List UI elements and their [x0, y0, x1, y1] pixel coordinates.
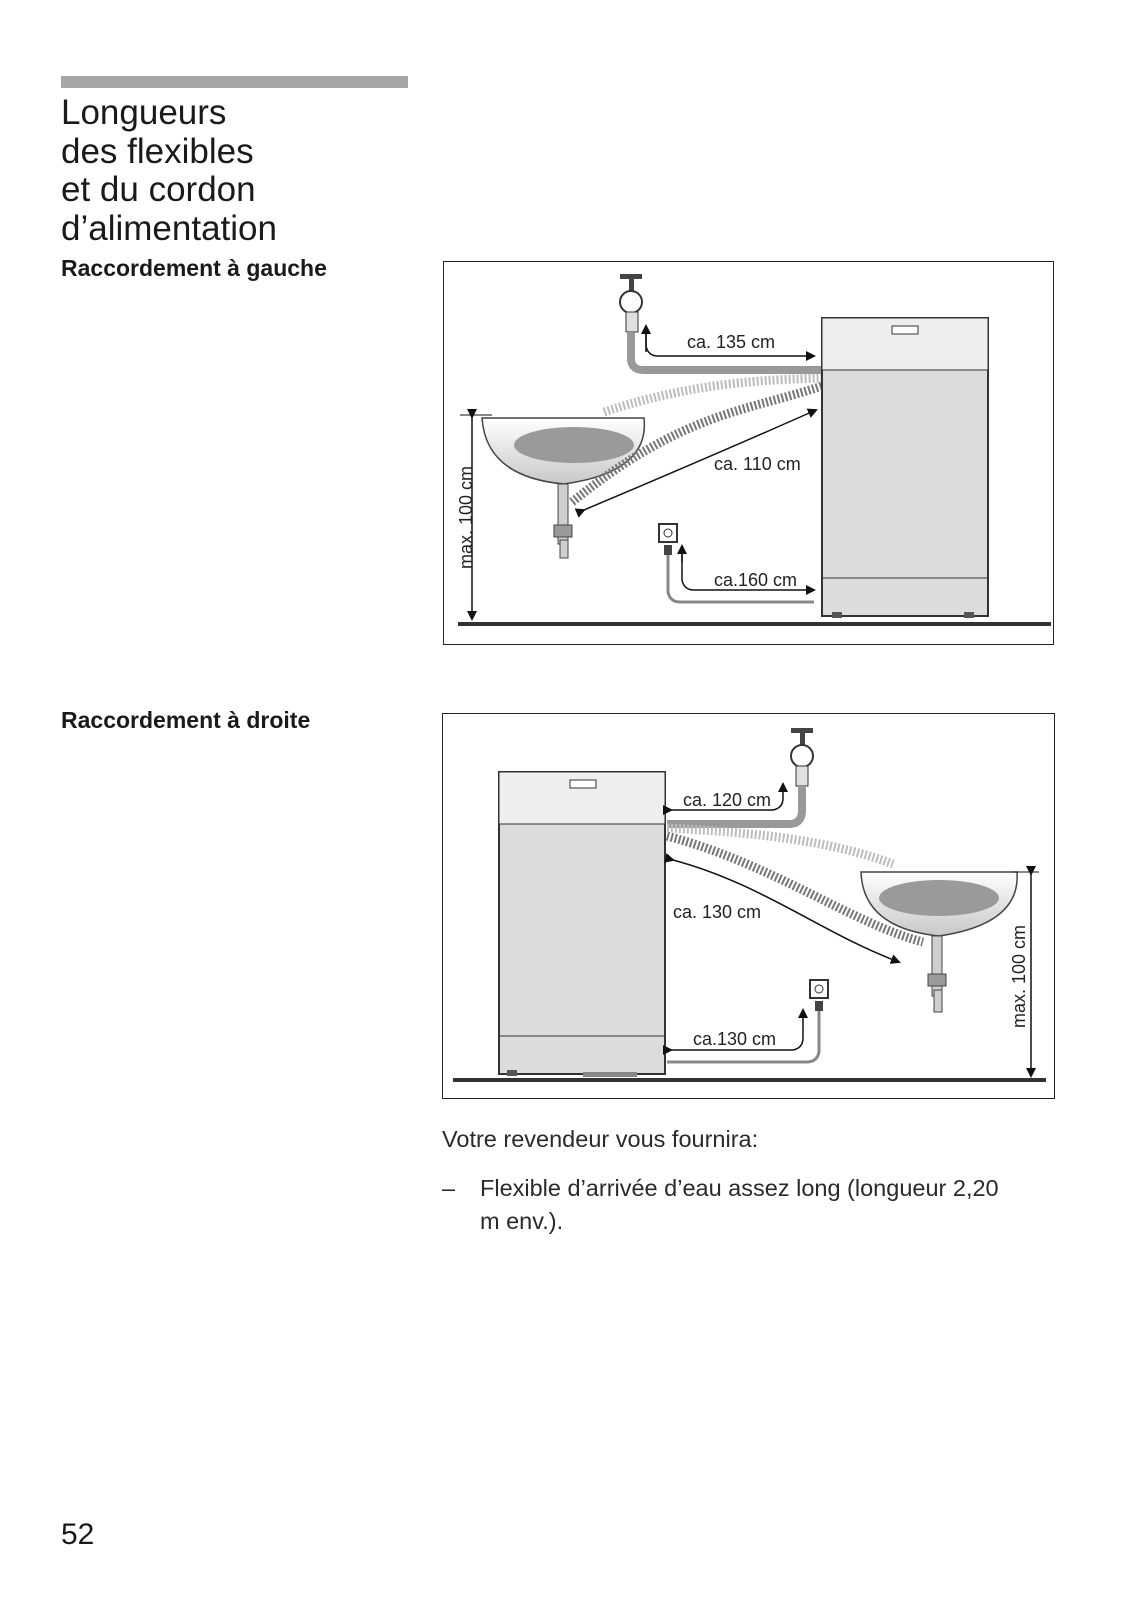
title-line: Longueurs: [61, 93, 227, 132]
inlet-hose-label: ca. 135 cm: [687, 332, 776, 352]
list-item-text: Flexible d’arrivée d’eau assez long (longueur 2,20 m env.).: [480, 1175, 999, 1234]
left-connection-diagram: [443, 261, 1054, 645]
right-connection-diagram: [442, 713, 1055, 1099]
left-connection-heading: Raccordement à gauche: [61, 255, 327, 281]
power-cord-label: ca.130 cm: [693, 1029, 777, 1049]
power-socket-illustration: [810, 980, 828, 1011]
title-line: des flexibles: [61, 131, 254, 171]
section-rule: [61, 76, 408, 88]
inlet-hose-label: ca. 120 cm: [683, 790, 772, 810]
page-title: [61, 94, 421, 248]
right-connection-heading: Raccordement à droite: [61, 707, 311, 733]
supplier-list: [442, 1172, 1002, 1238]
sink-illustration: [861, 872, 1017, 1012]
height-dimension-label: max. 100 cm: [1009, 924, 1029, 1028]
title-line: d’alimentation: [61, 208, 277, 248]
height-dimension-label: max. 100 cm: [456, 465, 476, 569]
drain-hose-label: ca. 110 cm: [714, 454, 801, 474]
floor: [453, 1078, 1046, 1082]
supplier-intro: Votre revendeur vous fournira:: [442, 1126, 759, 1152]
dishwasher-illustration: [499, 772, 665, 1077]
water-tap-illustration: [620, 274, 642, 332]
power-cord-label: ca.160 cm: [714, 570, 798, 590]
power-socket-illustration: [659, 524, 677, 555]
list-item: [442, 1172, 1002, 1238]
sink-illustration: [482, 418, 644, 558]
page-number: 52: [61, 1518, 95, 1551]
floor: [458, 622, 1051, 626]
dash-bullet: –: [442, 1175, 456, 1201]
dishwasher-illustration: [822, 318, 988, 618]
water-tap-illustration: [791, 728, 813, 786]
title-line: et du cordon: [61, 170, 256, 209]
drain-hose-label: ca. 130 cm: [673, 902, 762, 922]
